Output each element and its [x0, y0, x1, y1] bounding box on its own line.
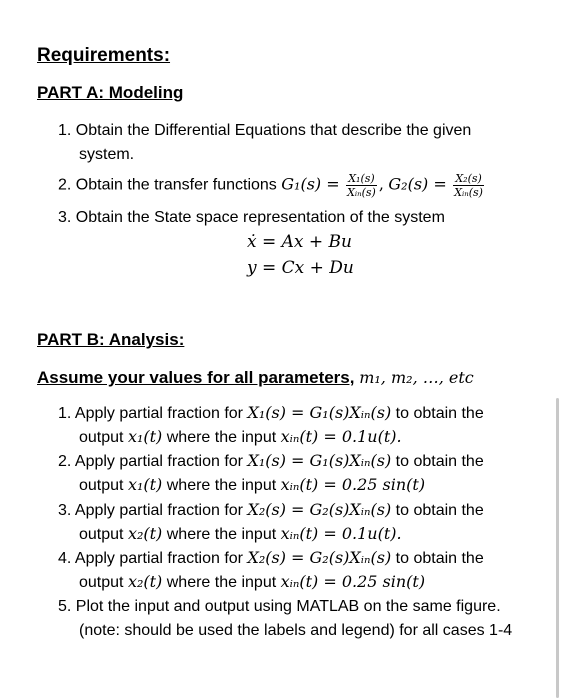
assume-text: Assume your values for all parameters, — [37, 368, 355, 387]
item-output-word: output — [79, 574, 124, 591]
item-input-signal: xᵢₙ(t) = 0.1u(t). — [280, 524, 402, 543]
item-equation: X₁(s) = G₁(s)Xᵢₙ(s) — [247, 451, 392, 470]
item-suffix: to obtain the — [395, 502, 484, 519]
part-a-item-1-line-1: 1. Obtain the Differential Equations that describe the given — [58, 122, 472, 139]
item-input-words: where the input — [166, 477, 277, 494]
part-a-item-1-line-2: system. — [79, 146, 135, 163]
page-heading: Requirements: — [37, 45, 171, 66]
scrollbar-thumb[interactable] — [556, 398, 559, 698]
part-b-item-3-line-2 — [79, 524, 402, 545]
state-equation: ẋ = Ax + Bu — [247, 232, 352, 252]
part-b-item-1-line-2 — [79, 427, 402, 448]
item-input-words: where the input — [166, 574, 277, 591]
item-suffix: to obtain the — [395, 550, 484, 567]
item-output-word: output — [79, 429, 124, 446]
item-prefix: 3. Apply partial fraction for — [58, 502, 243, 519]
item-output-word: output — [79, 477, 124, 494]
item-equation: X₂(s) = G₂(s)Xᵢₙ(s) — [247, 548, 392, 567]
item-prefix: 4. Apply partial fraction for — [58, 550, 243, 567]
part-b-item-2-line-2 — [79, 475, 425, 496]
fraction-separator: , — [378, 174, 384, 194]
g2-denominator: Xᵢₙ(s) — [454, 186, 483, 199]
item-input-words: where the input — [166, 526, 277, 543]
part-b-item-5-line-1: 5. Plot the input and output using MATLAB on the same figure. — [58, 598, 501, 615]
item-input-signal: xᵢₙ(t) = 0.1u(t). — [280, 427, 402, 446]
g1-numerator: X₁(s) — [346, 172, 377, 186]
item-equation: X₂(s) = G₂(s)Xᵢₙ(s) — [247, 500, 392, 519]
part-b-item-5-line-2: (note: should be used the labels and legend) for all cases 1-4 — [79, 622, 513, 639]
assume-line — [37, 368, 474, 388]
output-equation: y = Cx + Du — [247, 258, 354, 278]
item-prefix: 2. Apply partial fraction for — [58, 453, 243, 470]
item-output-signal: x₁(t) — [127, 427, 163, 446]
item-equation: X₁(s) = G₁(s)Xᵢₙ(s) — [247, 403, 392, 422]
item-input-signal: xᵢₙ(t) = 0.25 sin(t) — [280, 475, 426, 494]
item-prefix: 1. Apply partial fraction for — [58, 405, 243, 422]
item-output-signal: x₂(t) — [127, 572, 163, 591]
item-output-signal: x₂(t) — [127, 524, 163, 543]
item-output-word: output — [79, 526, 124, 543]
g2-lhs: G₂(s) = — [388, 174, 447, 194]
g1-fraction — [346, 172, 377, 199]
item-input-words: where the input — [166, 429, 277, 446]
part-a-item-2 — [58, 172, 486, 199]
part-a-title: PART A: Modeling — [37, 83, 184, 102]
part-b-item-4-line-1 — [58, 548, 484, 569]
part-b-item-1-line-1 — [58, 403, 484, 424]
assume-parameters: m₁, m₂, …, etc — [359, 368, 474, 387]
g2-numerator: X₂(s) — [453, 172, 484, 186]
g1-lhs: G₁(s) = — [281, 174, 340, 194]
item-2-prefix: 2. Obtain the transfer functions — [58, 176, 277, 194]
item-suffix: to obtain the — [395, 453, 484, 470]
g1-denominator: Xᵢₙ(s) — [347, 186, 376, 199]
part-a-item-3: 3. Obtain the State space representation of the system — [58, 209, 445, 226]
part-b-item-4-line-2 — [79, 572, 425, 593]
g2-fraction — [453, 172, 484, 199]
item-suffix: to obtain the — [395, 405, 484, 422]
part-b-title: PART B: Analysis: — [37, 330, 185, 349]
part-b-item-2-line-1 — [58, 451, 484, 472]
part-b-item-3-line-1 — [58, 500, 484, 521]
item-output-signal: x₁(t) — [127, 475, 163, 494]
item-input-signal: xᵢₙ(t) = 0.25 sin(t) — [280, 572, 426, 591]
